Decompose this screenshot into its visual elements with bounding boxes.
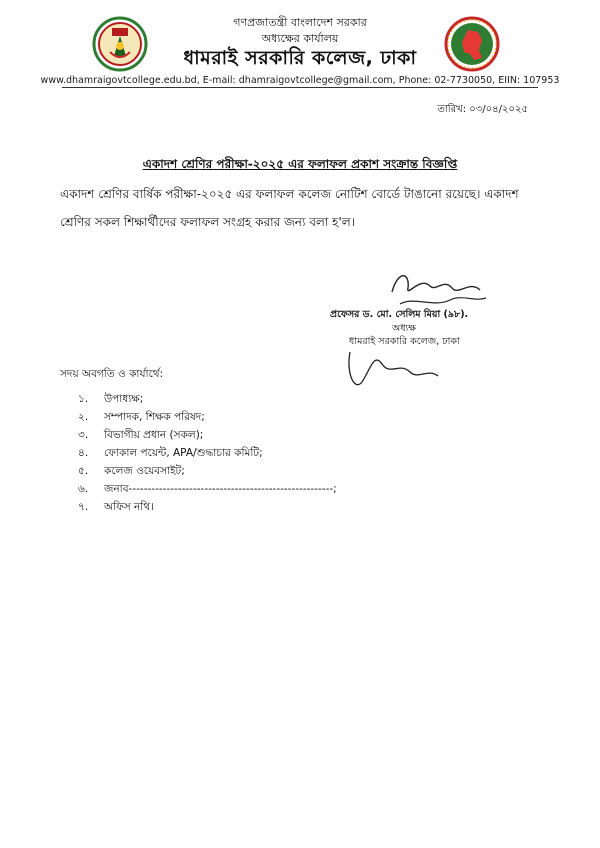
contact-line: www.dhamraigovtcollege.edu.bd, E-mail: dhamraigovtcollege@gmail.com, Phone: 02-7730050, EIIN: 107953 (40, 75, 560, 86)
header-divider (62, 87, 538, 88)
initial-scribble (340, 342, 460, 402)
list-item: ১. উপাধ্যক্ষ; (78, 393, 144, 405)
signatory-college: ধামরাই সরকারি কলেজ, ঢাকা (349, 336, 460, 347)
list-item: ৩. বিভাগীয় প্রধান (সকল); (78, 429, 204, 441)
government-name: গণপ্রজাতন্ত্রী বাংলাদেশ সরকার (233, 16, 367, 29)
notice-body: একাদশ শ্রেণির বার্ষিক পরীক্ষা-২০২৫ এর ফলাফল কলেজ নোটিশ বোর্ডে টাঙানো রয়েছে। একাদশ শ্রেণির সকল শিক্ষার্থীদের ফলাফল সংগ্রহ করার জন্য বলা হ'ল। (60, 187, 519, 229)
distribution-heading: সদয় অবগতি ও কার্যার্থে: (60, 368, 164, 380)
distribution-list (78, 390, 337, 516)
signatory-title: অধ্যক্ষ (392, 323, 417, 334)
notice-date: তারিখ: ০৩/০৪/২০২৫ (437, 104, 528, 115)
list-item: ৬. জনাব------------------------------------------------------; (78, 483, 337, 495)
list-item: ২. সম্পাদক, শিক্ষক পরিষদ; (78, 411, 205, 423)
signatory-name: প্রফেসর ড. মো. সেলিম মিয়া (৯৮). (330, 309, 469, 320)
office-name: অধ্যক্ষের কার্যালয় (261, 32, 339, 45)
list-item: ৫. কলেজ ওয়েবসাইট; (78, 465, 185, 477)
college-name: ধামরাই সরকারি কলেজ, ঢাকা (183, 47, 417, 69)
list-item: ৪. ফোকাল পয়েন্ট, APA/শুদ্ধাচার কমিটি; (78, 447, 263, 459)
notice-subject: একাদশ শ্রেণির পরীক্ষা-২০২৫ এর ফলাফল প্রকাশ সংক্রান্ত বিজ্ঞপ্তি (142, 157, 458, 171)
list-item: ৭. অফিস নথি। (78, 501, 154, 513)
